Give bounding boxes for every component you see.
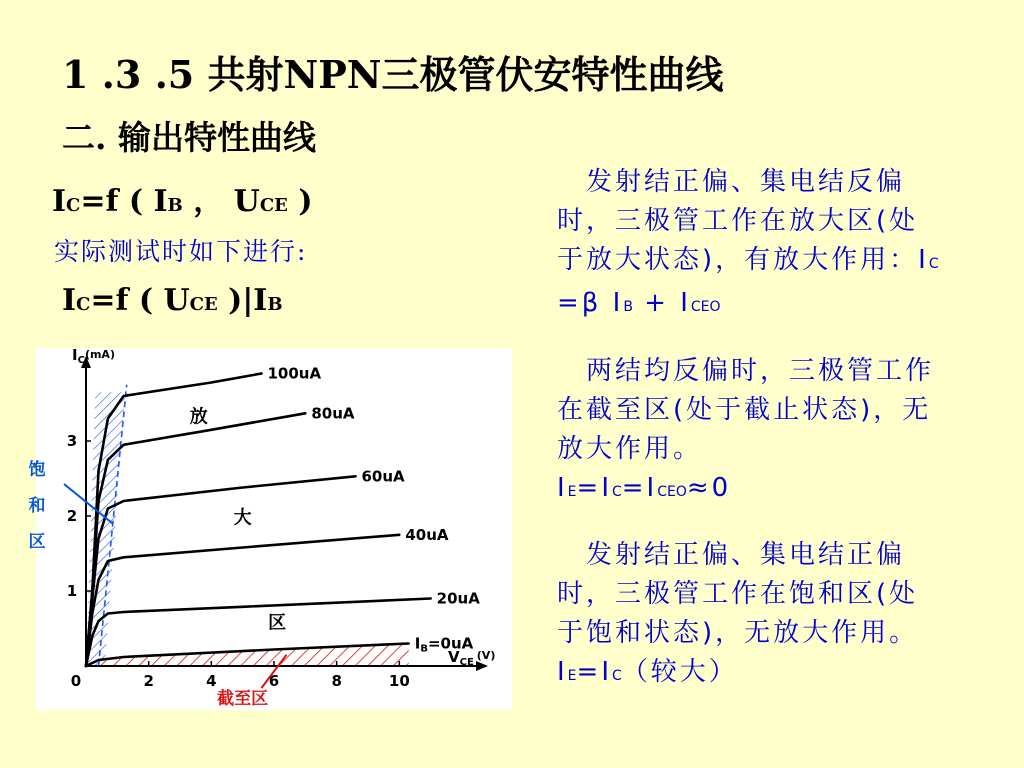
- x-tick-label: 4: [206, 672, 217, 690]
- x-tick-label: 10: [388, 672, 410, 690]
- cutoff-region-description: 两结均反偏时，三极管工作在截至区(处于截止状态)，无放大作用。 IE=IC=ICEO≈0: [557, 356, 935, 503]
- page-title: 1 .3 .5 共射NPN三极管伏安特性曲线: [62, 52, 724, 97]
- curve-label: 80uA: [311, 404, 355, 423]
- x-tick-label: 6: [268, 672, 280, 690]
- formula-ic-ib-uce: IC=f ( IB ， UCE ): [52, 184, 313, 219]
- y-tick-label: 3: [66, 432, 78, 450]
- curve-label: $I_B=0uA$: [414, 634, 474, 655]
- curve-label: 40uA: [405, 525, 449, 544]
- saturation-label-char: 饱: [28, 460, 46, 480]
- saturation-label-char: 和: [28, 496, 46, 516]
- output-characteristic-chart: [36, 348, 512, 710]
- curve-label: 100uA: [267, 364, 322, 383]
- curve-label: 60uA: [361, 467, 405, 486]
- active-region-label: 大: [233, 507, 252, 529]
- cutoff-region-label: 截至区: [217, 689, 269, 709]
- saturation-label-char: 区: [28, 532, 46, 552]
- section-subtitle: 二. 输出特性曲线: [62, 118, 316, 157]
- x-tick-label: 0: [70, 672, 82, 690]
- curve-label: 20uA: [436, 589, 480, 608]
- active-region-label: 区: [268, 612, 287, 634]
- active-region-label: 放: [189, 406, 208, 428]
- saturation-region-label: [22, 452, 52, 560]
- x-axis-arrow: [476, 661, 488, 671]
- y-axis-label: $I_C^{(mA)}$: [72, 348, 115, 366]
- x-tick-label: 2: [143, 672, 154, 690]
- y-tick-label: 1: [66, 582, 78, 600]
- active-region-description: 发射结正偏、集电结反偏时，三极管工作在放大区(处于放大状态)，有放大作用：IC =β IB + ICEO: [557, 167, 939, 318]
- measurement-note: 实际测试时如下进行:: [54, 237, 308, 266]
- y-tick-label: 2: [66, 507, 78, 525]
- formula-ic-uce-ib: IC=f ( UCE )|IB: [62, 283, 283, 318]
- x-tick-label: 8: [331, 672, 342, 690]
- saturation-region-description: 发射结正偏、集电结正偏时，三极管工作在饱和区(处于饱和状态)，无放大作用。IE=IC（较大）: [557, 540, 919, 687]
- ib-curve: [86, 476, 356, 666]
- x-axis-label: $V_{CE}^{(V)}$: [448, 648, 496, 668]
